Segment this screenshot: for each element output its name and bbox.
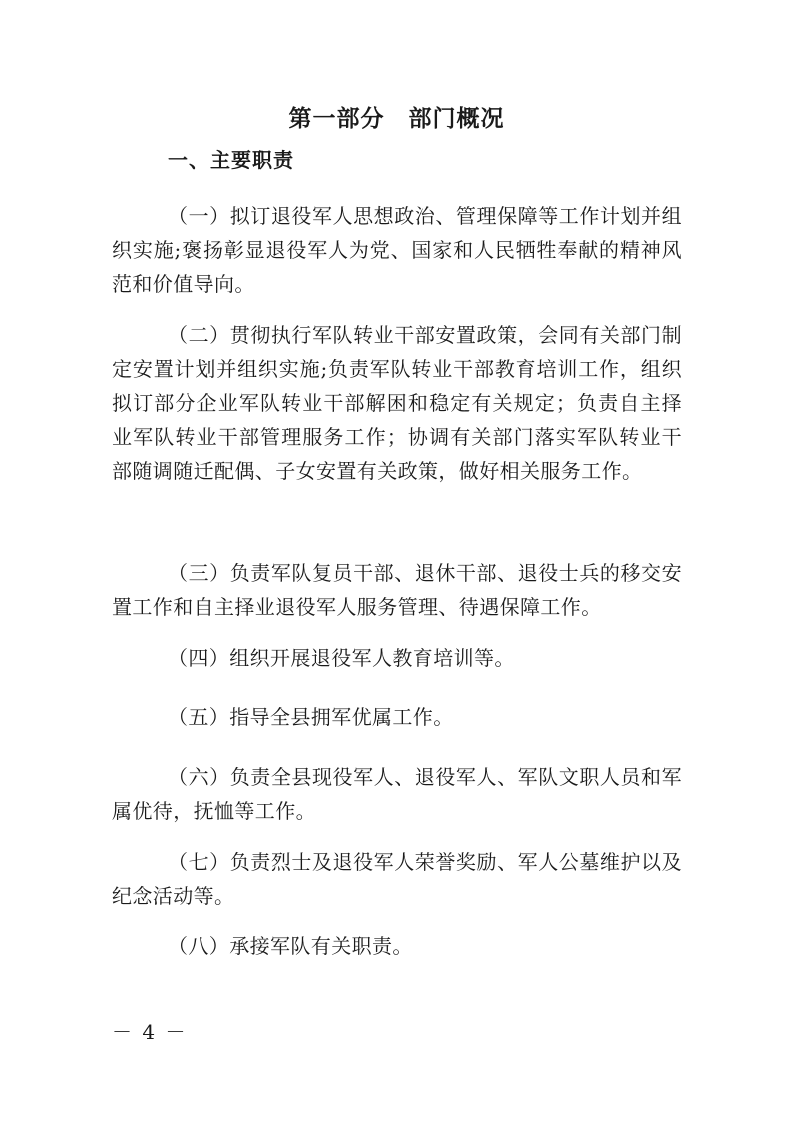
section-heading: 一、主要职责 [168,148,294,172]
paragraph-4: （四）组织开展退役军人教育培训等。 [168,646,515,670]
paragraph-5: （五）指导全县拥军优属工作。 [168,705,454,729]
paragraph-2: （二）贯彻执行军队转业干部安置政策，会同有关部门制定安置计划并组织实施;负责军队转业干部教育培训工作，组织拟订部分企业军队转业干部解困和稳定有关规定；负责自主择业军队转业干部管理服务工作；协调有关部门落实军队转业干部随调随迁配偶、子女安置有关政策，做好相关服务工作。 [112,323,682,483]
page-title: 第一部分 部门概况 [288,106,505,132]
paragraph-6: （六）负责全县现役军人、退役军人、军队文职人员和军属优待，抚恤等工作。 [112,765,682,823]
page-number: － 4 － [112,1020,188,1044]
paragraph-8: （八）承接军队有关职责。 [168,934,413,958]
paragraph-3: （三）负责军队复员干部、退休干部、退役士兵的移交安置工作和自主择业退役军人服务管理、待遇保障工作。 [112,561,682,619]
paragraph-7: （七）负责烈士及退役军人荣誉奖励、军人公墓维护以及纪念活动等。 [112,850,682,908]
paragraph-1: （一）拟订退役军人思想政治、管理保障等工作计划并组织实施;褒扬彰显退役军人为党、国家和人民牺牲奉献的精神风范和价值导向。 [112,204,682,296]
